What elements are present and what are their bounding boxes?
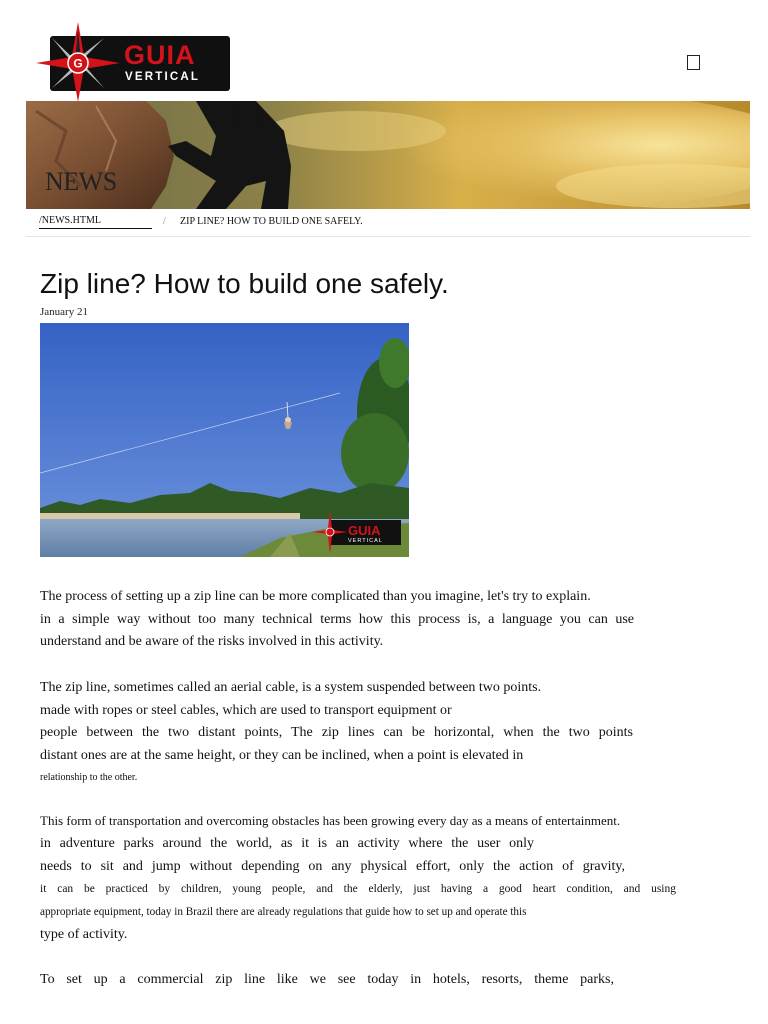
compass-star-icon xyxy=(36,22,232,102)
text-line: The process of setting up a zip line can be more complicated than you imagine, let's try to explain. xyxy=(40,589,591,604)
text-line: relationship to the other. xyxy=(40,771,138,783)
article-date: January 21 xyxy=(40,306,88,318)
menu-square-icon[interactable] xyxy=(687,55,700,70)
text-line: in a simple way without too many technical terms how this process is, a language you can use xyxy=(40,611,634,627)
watermark-subword: VERTICAL xyxy=(348,538,383,544)
article-paragraph xyxy=(40,586,680,654)
text-line: distant ones are at the same height, or they can be inclined, when a point is elevated in xyxy=(40,747,524,763)
zipline-photo xyxy=(40,323,409,557)
article-paragraph xyxy=(40,810,680,946)
hero-title: NEWS xyxy=(45,167,117,196)
logo-subword: VERTICAL xyxy=(125,71,201,83)
text-line: people between the two distant points, The zip lines can be horizontal, when the two points xyxy=(40,725,633,741)
watermark-word: GUIA xyxy=(348,523,381,538)
article-photo xyxy=(40,323,409,557)
text-line: made with ropes or steel cables, which are used to transport equipment or xyxy=(40,702,452,718)
article-title: Zip line? How to build one safely. xyxy=(40,268,449,299)
text-line: it can be practiced by children, young people, and the elderly, just having a good heart condition, and using xyxy=(40,883,676,896)
text-line: type of activity. xyxy=(40,926,128,942)
site-header xyxy=(0,0,768,100)
climber-banner-image xyxy=(26,101,750,209)
text-line: To set up a commercial zip line like we see today in hotels, resorts, theme parks, xyxy=(40,972,614,988)
text-line: understand and be aware of the risks involved in this activity. xyxy=(40,634,384,650)
breadcrumb xyxy=(26,209,750,237)
text-line: needs to sit and jump without depending on any physical effort, only the action of gravity, xyxy=(40,858,625,874)
article-paragraph xyxy=(40,677,680,788)
breadcrumb-separator: / xyxy=(163,216,166,227)
logo-word: GUIA xyxy=(124,40,196,70)
text-line: appropriate equipment, today in Brazil there are already regulations that guide how to set up and operate this xyxy=(40,906,527,919)
text-line: This form of transportation and overcoming obstacles has been growing every day as a means of entertainment. xyxy=(40,813,621,829)
text-line: The zip line, sometimes called an aerial cable, is a system suspended between two points. xyxy=(40,679,542,695)
text-line: in adventure parks around the world, as it is an activity where the user only xyxy=(40,836,534,851)
logo-emblem-letter: G xyxy=(73,56,83,71)
site-logo[interactable] xyxy=(36,22,232,102)
article-body xyxy=(40,586,680,992)
article-paragraph xyxy=(40,969,680,992)
breadcrumb-current: ZIP LINE? HOW TO BUILD ONE SAFELY. xyxy=(180,216,363,227)
breadcrumb-news-link[interactable]: /NEWS.HTML xyxy=(39,215,152,229)
hero-banner xyxy=(26,101,750,209)
